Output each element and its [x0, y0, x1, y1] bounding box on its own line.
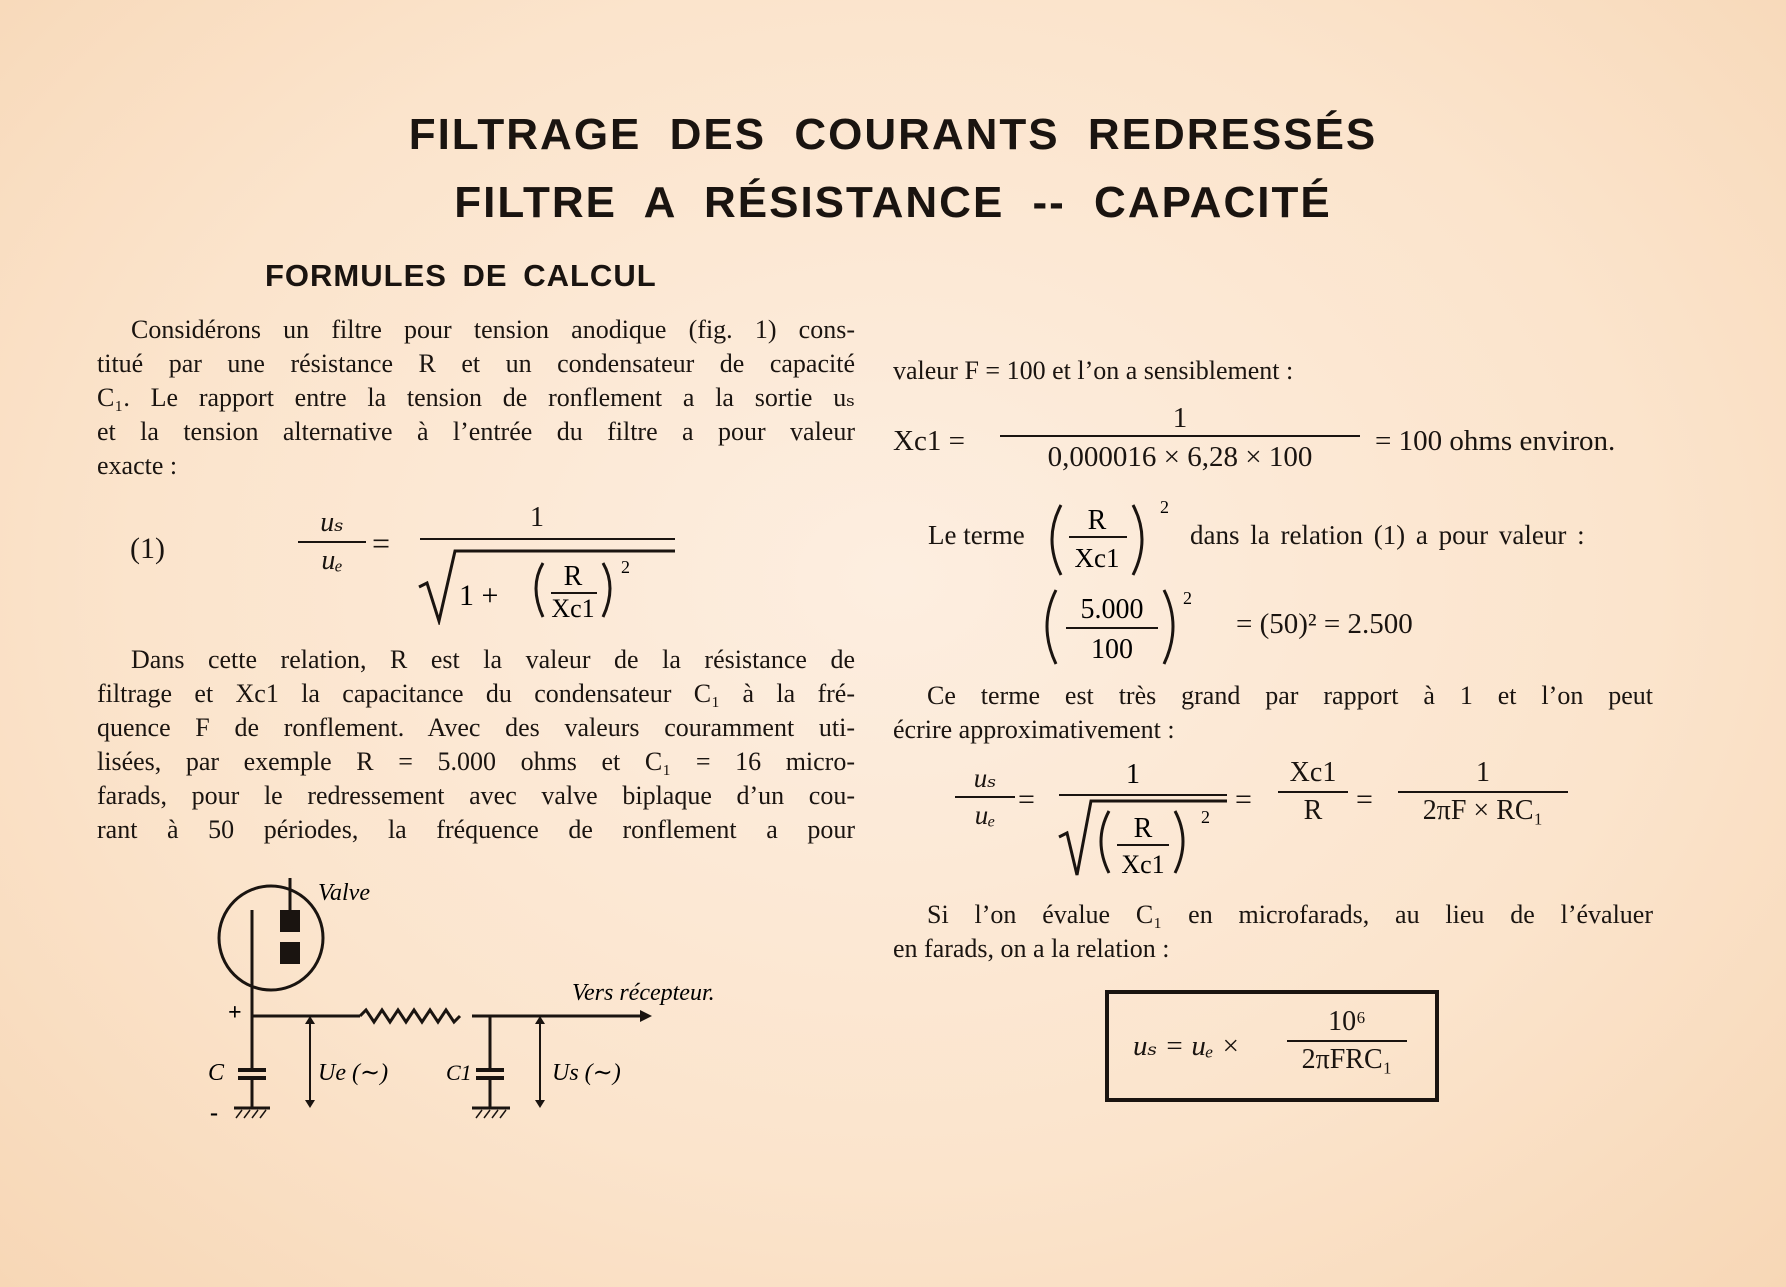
- final-formula-box: [1105, 990, 1439, 1102]
- xc-result: = 100 ohms environ.: [1375, 425, 1616, 457]
- final-fraction: [1287, 1006, 1407, 1076]
- equals-sign: =: [1235, 783, 1252, 816]
- terme-intro: Le terme: [928, 520, 1025, 550]
- valve-anode-icon: [280, 910, 300, 932]
- text-line: quence F de ronflement. Avec des valeurs couramment uti-: [97, 713, 855, 742]
- ratio-squared: [1045, 495, 1175, 585]
- inner-numerator: R: [563, 561, 583, 592]
- equation-1-lhs: [298, 505, 366, 577]
- arrow-right-icon: [640, 1010, 652, 1022]
- xc-over-r: [1278, 757, 1348, 827]
- plus-label: +: [228, 1000, 242, 1026]
- text-line: Considérons un filtre pour tension anodique (fig. 1) cons-: [131, 315, 855, 344]
- lhs-numerator: uₛ: [298, 505, 366, 543]
- text-line: titué par une résistance R et un condensateur de capacité: [97, 349, 855, 378]
- calc-denominator: 100: [1091, 634, 1133, 665]
- equation-1-numerator: 1: [530, 502, 544, 533]
- ratio-exponent: 2: [1160, 497, 1169, 517]
- terme-rest: dans la relation (1) a pour valeur :: [1190, 520, 1585, 550]
- resistor-icon: [360, 1010, 460, 1022]
- approx-paragraph: [893, 679, 1653, 747]
- text-line: farads, pour le redressement avec valve biplaque d’un cou-: [97, 781, 855, 810]
- calc-numerator: 5.000: [1080, 594, 1144, 625]
- equation-label: (1): [130, 532, 165, 565]
- exponent: 2: [621, 557, 630, 577]
- approx-lhs: [955, 763, 1015, 831]
- radical-sign: [415, 545, 685, 625]
- ratio-denominator: Xc1: [1074, 543, 1120, 573]
- radical-content: 1 +: [459, 579, 499, 612]
- text-line: écrire approximativement :: [893, 715, 1175, 744]
- xc-denominator: 0,000016 × 6,28 × 100: [1000, 435, 1360, 474]
- receiver-label: Vers récepteur.: [572, 980, 715, 1006]
- approx-exponent: 2: [1201, 807, 1210, 827]
- inner-denominator: Xc1: [551, 594, 595, 623]
- microfarad-paragraph: [893, 898, 1653, 966]
- calc-exponent: 2: [1183, 588, 1192, 608]
- xc-over-r-num: Xc1: [1278, 757, 1348, 793]
- approx-inner-num: R: [1133, 813, 1153, 844]
- calc-result: = (50)² = 2.500: [1236, 608, 1413, 640]
- page-subtitle: FILTRE A RÉSISTANCE -- CAPACITÉ: [454, 178, 1332, 227]
- rc-den: 2πF × RC₁: [1422, 795, 1544, 826]
- intro-paragraph: [97, 313, 855, 483]
- text-line: et la tension alternative à l’entrée du filtre a pour valeur: [97, 417, 855, 446]
- text-line: C₁. Le rapport entre la tension de ronflement a la sortie uₛ: [97, 383, 855, 412]
- page-title: FILTRAGE DES COURANTS REDRESSÉS: [408, 110, 1378, 159]
- capacitor-c1-label: C1: [446, 1060, 472, 1085]
- xc-lhs: Xc1 =: [893, 425, 965, 457]
- explanation-paragraph: [97, 643, 855, 847]
- equals-sign: =: [1356, 783, 1373, 816]
- approx-lhs-num: uₛ: [955, 763, 1015, 798]
- valve-tube-icon: [219, 886, 323, 990]
- text-line: Si l’on évalue C₁ en microfarads, au lieu de l’évaluer: [927, 900, 1653, 929]
- text-line: Ce terme est très grand par rapport à 1 et l’on peut: [927, 681, 1653, 710]
- ue-label: Ue (∼): [318, 1060, 389, 1086]
- text-line: en farads, on a la relation :: [893, 934, 1170, 963]
- text-line: Dans cette relation, R est la valeur de la résistance de: [131, 645, 855, 674]
- us-label: Us (∼): [552, 1060, 621, 1086]
- final-lhs: uₛ = uₑ ×: [1133, 1030, 1241, 1062]
- final-denominator: 2πFRC₁: [1301, 1044, 1393, 1075]
- section-heading: FORMULES DE CALCUL: [265, 258, 657, 293]
- text-line: rant à 50 périodes, la fréquence de ronflement a pour: [97, 815, 855, 844]
- xc-numerator: 1: [1172, 402, 1188, 434]
- lhs-denominator: uₑ: [321, 545, 343, 576]
- valve-label: Valve: [318, 880, 370, 906]
- valve-cathode-icon: [280, 942, 300, 964]
- calc-fraction: [1040, 582, 1210, 672]
- equals-sign: =: [372, 525, 391, 561]
- rc-fraction: [1398, 757, 1568, 827]
- circuit-diagram: [190, 870, 790, 1140]
- rc-num: 1: [1398, 757, 1568, 793]
- xc-fraction: [1000, 402, 1360, 474]
- capacitor-c-label: C: [208, 1060, 225, 1086]
- fraction-bar: [420, 538, 675, 540]
- xc-over-r-den: R: [1303, 795, 1323, 826]
- approx-lhs-den: uₑ: [974, 800, 996, 830]
- equals-sign: =: [1018, 783, 1035, 816]
- approx-sqrt-fraction: [1055, 755, 1235, 885]
- final-numerator: 10⁶: [1287, 1006, 1407, 1042]
- approx-inner-den: Xc1: [1121, 850, 1165, 879]
- text-line: lisées, par exemple R = 5.000 ohms et C₁ = 16 micro-: [97, 747, 855, 776]
- approx-numerator-1: 1: [1126, 759, 1140, 790]
- text-line: filtrage et Xc1 la capacitance du condensateur C₁ à la fré-: [97, 679, 855, 708]
- right-intro-line: valeur F = 100 et l’on a sensiblement :: [893, 356, 1294, 385]
- ratio-numerator: R: [1087, 505, 1107, 536]
- text-line: exacte :: [97, 451, 178, 480]
- minus-label: -: [210, 1100, 218, 1126]
